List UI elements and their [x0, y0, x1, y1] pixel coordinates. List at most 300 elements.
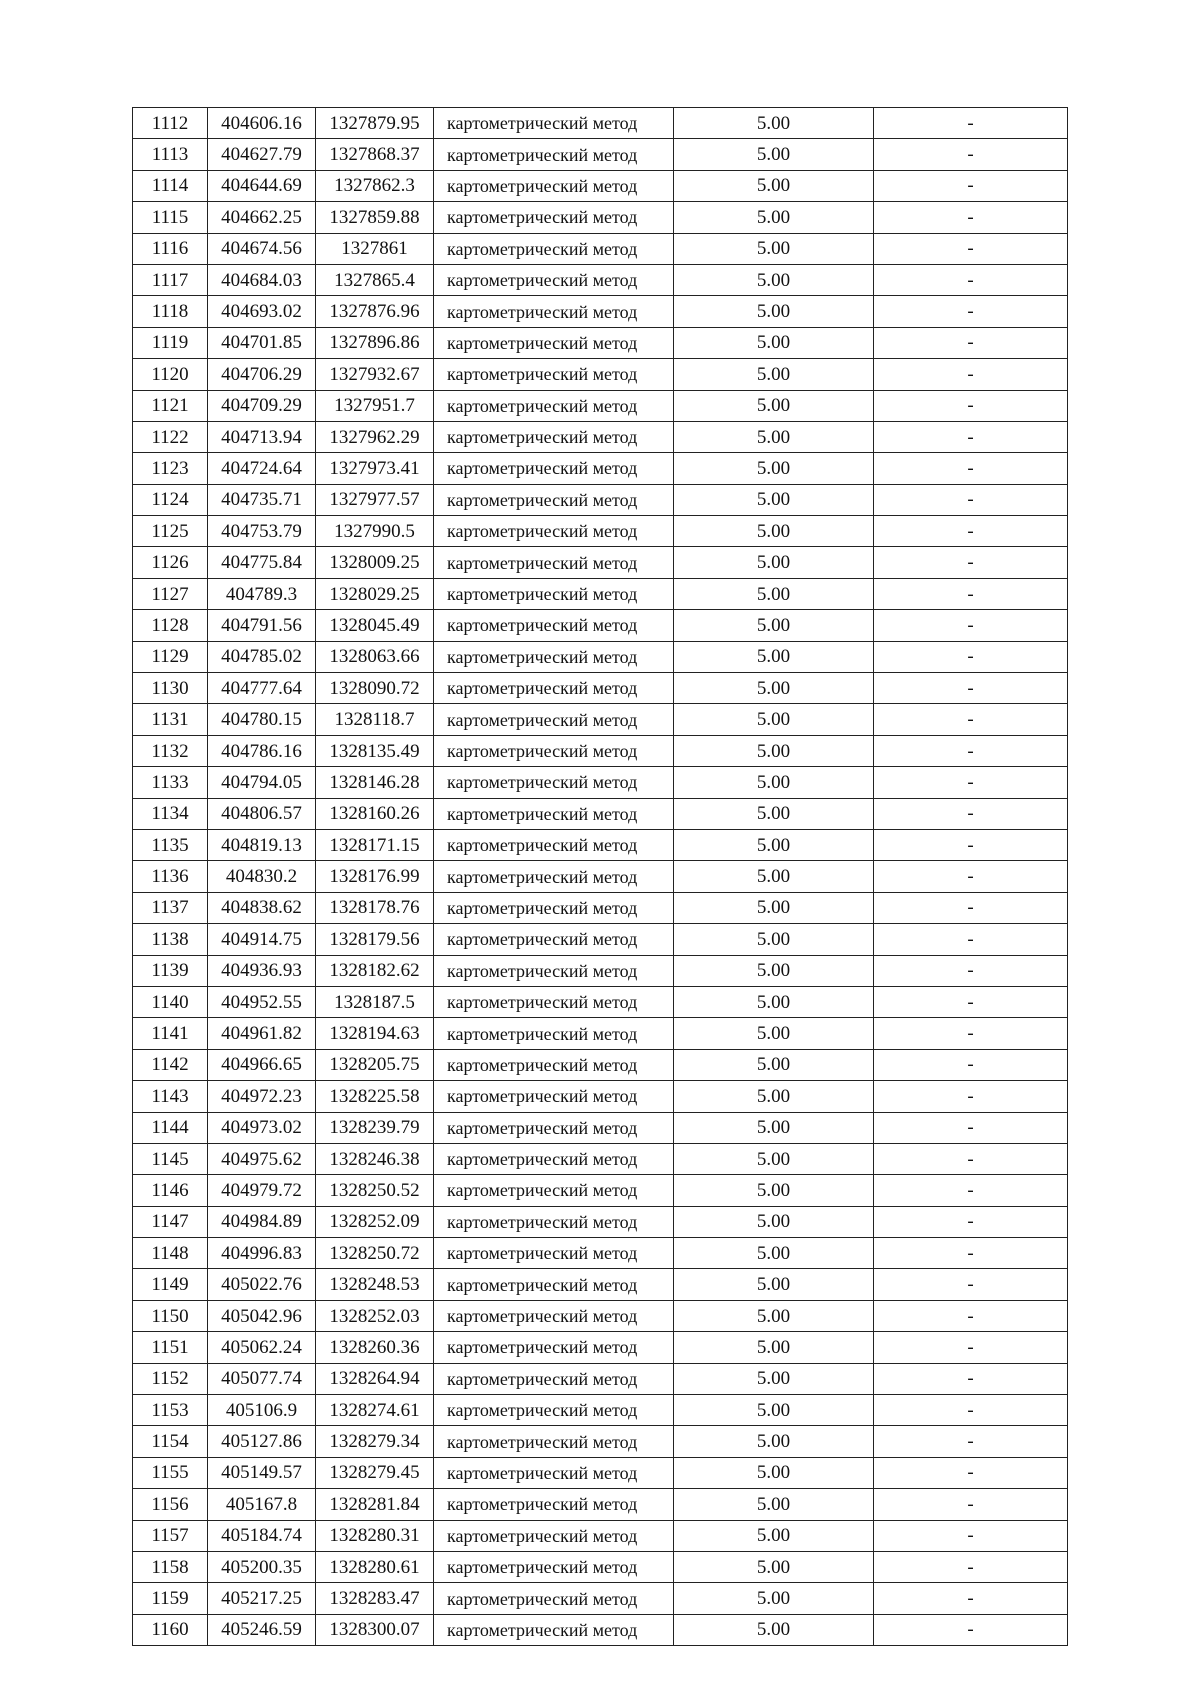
table-row	[133, 390, 1068, 421]
note-cell: -	[874, 892, 1068, 923]
note-cell: -	[874, 610, 1068, 641]
method-cell: картометрический метод	[434, 578, 674, 609]
x-coordinate-cell: 404709.29	[208, 390, 316, 421]
note-cell: -	[874, 1363, 1068, 1394]
point-number-cell: 1121	[133, 390, 208, 421]
accuracy-cell: 5.00	[674, 296, 874, 327]
accuracy-cell: 5.00	[674, 453, 874, 484]
y-coordinate-cell: 1327896.86	[316, 327, 434, 358]
x-coordinate-cell: 405127.86	[208, 1426, 316, 1457]
note-cell: -	[874, 1081, 1068, 1112]
accuracy-cell: 5.00	[674, 955, 874, 986]
accuracy-cell: 5.00	[674, 1457, 874, 1488]
y-coordinate-cell: 1328179.56	[316, 924, 434, 955]
y-coordinate-cell: 1328260.36	[316, 1332, 434, 1363]
table-row	[133, 673, 1068, 704]
method-cell: картометрический метод	[434, 1081, 674, 1112]
method-cell: картометрический метод	[434, 798, 674, 829]
point-number-cell: 1156	[133, 1489, 208, 1520]
x-coordinate-cell: 404819.13	[208, 829, 316, 860]
table-row	[133, 1206, 1068, 1237]
note-cell: -	[874, 390, 1068, 421]
point-number-cell: 1117	[133, 264, 208, 295]
point-number-cell: 1120	[133, 359, 208, 390]
y-coordinate-cell: 1328283.47	[316, 1583, 434, 1614]
table-row	[133, 955, 1068, 986]
table-row	[133, 829, 1068, 860]
note-cell: -	[874, 1049, 1068, 1080]
y-coordinate-cell: 1328281.84	[316, 1489, 434, 1520]
x-coordinate-cell: 405246.59	[208, 1614, 316, 1645]
point-number-cell: 1124	[133, 484, 208, 515]
y-coordinate-cell: 1327876.96	[316, 296, 434, 327]
x-coordinate-cell: 404838.62	[208, 892, 316, 923]
x-coordinate-cell: 404914.75	[208, 924, 316, 955]
y-coordinate-cell: 1328274.61	[316, 1395, 434, 1426]
table-row	[133, 359, 1068, 390]
y-coordinate-cell: 1328171.15	[316, 829, 434, 860]
table-row	[133, 1520, 1068, 1551]
accuracy-cell: 5.00	[674, 390, 874, 421]
x-coordinate-cell: 405217.25	[208, 1583, 316, 1614]
point-number-cell: 1116	[133, 233, 208, 264]
method-cell: картометрический метод	[434, 547, 674, 578]
x-coordinate-cell: 404984.89	[208, 1206, 316, 1237]
point-number-cell: 1139	[133, 955, 208, 986]
method-cell: картометрический метод	[434, 1143, 674, 1174]
accuracy-cell: 5.00	[674, 1395, 874, 1426]
point-number-cell: 1146	[133, 1175, 208, 1206]
x-coordinate-cell: 404961.82	[208, 1018, 316, 1049]
x-coordinate-cell: 404794.05	[208, 767, 316, 798]
method-cell: картометрический метод	[434, 610, 674, 641]
y-coordinate-cell: 1328176.99	[316, 861, 434, 892]
point-number-cell: 1147	[133, 1206, 208, 1237]
accuracy-cell: 5.00	[674, 327, 874, 358]
accuracy-cell: 5.00	[674, 1175, 874, 1206]
point-number-cell: 1128	[133, 610, 208, 641]
accuracy-cell: 5.00	[674, 1583, 874, 1614]
x-coordinate-cell: 405200.35	[208, 1551, 316, 1582]
x-coordinate-cell: 404684.03	[208, 264, 316, 295]
y-coordinate-cell: 1328279.45	[316, 1457, 434, 1488]
point-number-cell: 1131	[133, 704, 208, 735]
y-coordinate-cell: 1328252.03	[316, 1300, 434, 1331]
point-number-cell: 1115	[133, 202, 208, 233]
x-coordinate-cell: 405106.9	[208, 1395, 316, 1426]
note-cell: -	[874, 578, 1068, 609]
table-row	[133, 1112, 1068, 1143]
note-cell: -	[874, 1583, 1068, 1614]
point-number-cell: 1130	[133, 673, 208, 704]
method-cell: картометрический метод	[434, 829, 674, 860]
method-cell: картометрический метод	[434, 735, 674, 766]
x-coordinate-cell: 404936.93	[208, 955, 316, 986]
x-coordinate-cell: 404674.56	[208, 233, 316, 264]
y-coordinate-cell: 1328246.38	[316, 1143, 434, 1174]
x-coordinate-cell: 404606.16	[208, 108, 316, 139]
method-cell: картометрический метод	[434, 296, 674, 327]
x-coordinate-cell: 404713.94	[208, 421, 316, 452]
note-cell: -	[874, 704, 1068, 735]
y-coordinate-cell: 1327977.57	[316, 484, 434, 515]
x-coordinate-cell: 404693.02	[208, 296, 316, 327]
table-row	[133, 1143, 1068, 1174]
accuracy-cell: 5.00	[674, 516, 874, 547]
method-cell: картометрический метод	[434, 986, 674, 1017]
method-cell: картометрический метод	[434, 170, 674, 201]
x-coordinate-cell: 404806.57	[208, 798, 316, 829]
table-row	[133, 139, 1068, 170]
y-coordinate-cell: 1328280.31	[316, 1520, 434, 1551]
point-number-cell: 1144	[133, 1112, 208, 1143]
point-number-cell: 1140	[133, 986, 208, 1017]
table-row	[133, 1175, 1068, 1206]
y-coordinate-cell: 1328009.25	[316, 547, 434, 578]
accuracy-cell: 5.00	[674, 202, 874, 233]
y-coordinate-cell: 1327932.67	[316, 359, 434, 390]
table-row	[133, 641, 1068, 672]
accuracy-cell: 5.00	[674, 1081, 874, 1112]
x-coordinate-cell: 404791.56	[208, 610, 316, 641]
note-cell: -	[874, 484, 1068, 515]
x-coordinate-cell: 404627.79	[208, 139, 316, 170]
y-coordinate-cell: 1328250.72	[316, 1238, 434, 1269]
note-cell: -	[874, 767, 1068, 798]
x-coordinate-cell: 404972.23	[208, 1081, 316, 1112]
point-number-cell: 1129	[133, 641, 208, 672]
y-coordinate-cell: 1327861	[316, 233, 434, 264]
y-coordinate-cell: 1328090.72	[316, 673, 434, 704]
method-cell: картометрический метод	[434, 892, 674, 923]
table-row	[133, 798, 1068, 829]
accuracy-cell: 5.00	[674, 1551, 874, 1582]
point-number-cell: 1127	[133, 578, 208, 609]
point-number-cell: 1135	[133, 829, 208, 860]
accuracy-cell: 5.00	[674, 1614, 874, 1645]
note-cell: -	[874, 264, 1068, 295]
table-row	[133, 516, 1068, 547]
y-coordinate-cell: 1328194.63	[316, 1018, 434, 1049]
x-coordinate-cell: 404996.83	[208, 1238, 316, 1269]
x-coordinate-cell: 404775.84	[208, 547, 316, 578]
x-coordinate-cell: 404979.72	[208, 1175, 316, 1206]
point-number-cell: 1153	[133, 1395, 208, 1426]
point-number-cell: 1160	[133, 1614, 208, 1645]
table-row	[133, 986, 1068, 1017]
x-coordinate-cell: 404662.25	[208, 202, 316, 233]
y-coordinate-cell: 1327865.4	[316, 264, 434, 295]
table-row	[133, 1395, 1068, 1426]
note-cell: -	[874, 296, 1068, 327]
table-row	[133, 735, 1068, 766]
method-cell: картометрический метод	[434, 359, 674, 390]
method-cell: картометрический метод	[434, 1049, 674, 1080]
accuracy-cell: 5.00	[674, 484, 874, 515]
y-coordinate-cell: 1328135.49	[316, 735, 434, 766]
accuracy-cell: 5.00	[674, 1520, 874, 1551]
x-coordinate-cell: 405077.74	[208, 1363, 316, 1394]
method-cell: картометрический метод	[434, 327, 674, 358]
note-cell: -	[874, 798, 1068, 829]
note-cell: -	[874, 421, 1068, 452]
accuracy-cell: 5.00	[674, 1300, 874, 1331]
table-row	[133, 892, 1068, 923]
accuracy-cell: 5.00	[674, 233, 874, 264]
x-coordinate-cell: 404966.65	[208, 1049, 316, 1080]
note-cell: -	[874, 1614, 1068, 1645]
y-coordinate-cell: 1328045.49	[316, 610, 434, 641]
point-number-cell: 1142	[133, 1049, 208, 1080]
y-coordinate-cell: 1327862.3	[316, 170, 434, 201]
y-coordinate-cell: 1328264.94	[316, 1363, 434, 1394]
note-cell: -	[874, 1489, 1068, 1520]
x-coordinate-cell: 404753.79	[208, 516, 316, 547]
table-row	[133, 1269, 1068, 1300]
y-coordinate-cell: 1328252.09	[316, 1206, 434, 1237]
method-cell: картометрический метод	[434, 516, 674, 547]
note-cell: -	[874, 453, 1068, 484]
method-cell: картометрический метод	[434, 1112, 674, 1143]
point-number-cell: 1136	[133, 861, 208, 892]
accuracy-cell: 5.00	[674, 798, 874, 829]
accuracy-cell: 5.00	[674, 1363, 874, 1394]
note-cell: -	[874, 673, 1068, 704]
method-cell: картометрический метод	[434, 390, 674, 421]
accuracy-cell: 5.00	[674, 1489, 874, 1520]
x-coordinate-cell: 404701.85	[208, 327, 316, 358]
x-coordinate-cell: 404777.64	[208, 673, 316, 704]
coordinates-table-body	[133, 108, 1068, 1646]
accuracy-cell: 5.00	[674, 1112, 874, 1143]
y-coordinate-cell: 1328280.61	[316, 1551, 434, 1582]
accuracy-cell: 5.00	[674, 359, 874, 390]
x-coordinate-cell: 404789.3	[208, 578, 316, 609]
point-number-cell: 1123	[133, 453, 208, 484]
y-coordinate-cell: 1328118.7	[316, 704, 434, 735]
point-number-cell: 1154	[133, 1426, 208, 1457]
y-coordinate-cell: 1327973.41	[316, 453, 434, 484]
y-coordinate-cell: 1328160.26	[316, 798, 434, 829]
y-coordinate-cell: 1327990.5	[316, 516, 434, 547]
method-cell: картометрический метод	[434, 1269, 674, 1300]
y-coordinate-cell: 1328205.75	[316, 1049, 434, 1080]
method-cell: картометрический метод	[434, 1018, 674, 1049]
accuracy-cell: 5.00	[674, 767, 874, 798]
x-coordinate-cell: 405184.74	[208, 1520, 316, 1551]
method-cell: картометрический метод	[434, 108, 674, 139]
point-number-cell: 1137	[133, 892, 208, 923]
table-row	[133, 767, 1068, 798]
note-cell: -	[874, 139, 1068, 170]
accuracy-cell: 5.00	[674, 704, 874, 735]
table-row	[133, 1489, 1068, 1520]
table-row	[133, 421, 1068, 452]
note-cell: -	[874, 735, 1068, 766]
table-row	[133, 1457, 1068, 1488]
accuracy-cell: 5.00	[674, 547, 874, 578]
method-cell: картометрический метод	[434, 1489, 674, 1520]
method-cell: картометрический метод	[434, 1332, 674, 1363]
accuracy-cell: 5.00	[674, 986, 874, 1017]
note-cell: -	[874, 1332, 1068, 1363]
method-cell: картометрический метод	[434, 1457, 674, 1488]
method-cell: картометрический метод	[434, 1583, 674, 1614]
method-cell: картометрический метод	[434, 264, 674, 295]
table-row	[133, 484, 1068, 515]
table-row	[133, 1583, 1068, 1614]
accuracy-cell: 5.00	[674, 421, 874, 452]
method-cell: картометрический метод	[434, 139, 674, 170]
accuracy-cell: 5.00	[674, 735, 874, 766]
table-row	[133, 327, 1068, 358]
y-coordinate-cell: 1328300.07	[316, 1614, 434, 1645]
note-cell: -	[874, 547, 1068, 578]
method-cell: картометрический метод	[434, 1300, 674, 1331]
note-cell: -	[874, 327, 1068, 358]
note-cell: -	[874, 170, 1068, 201]
point-number-cell: 1145	[133, 1143, 208, 1174]
method-cell: картометрический метод	[434, 233, 674, 264]
point-number-cell: 1133	[133, 767, 208, 798]
accuracy-cell: 5.00	[674, 1143, 874, 1174]
y-coordinate-cell: 1328225.58	[316, 1081, 434, 1112]
note-cell: -	[874, 641, 1068, 672]
accuracy-cell: 5.00	[674, 673, 874, 704]
accuracy-cell: 5.00	[674, 641, 874, 672]
note-cell: -	[874, 1426, 1068, 1457]
point-number-cell: 1148	[133, 1238, 208, 1269]
x-coordinate-cell: 404952.55	[208, 986, 316, 1017]
point-number-cell: 1155	[133, 1457, 208, 1488]
method-cell: картометрический метод	[434, 955, 674, 986]
y-coordinate-cell: 1327962.29	[316, 421, 434, 452]
note-cell: -	[874, 1457, 1068, 1488]
x-coordinate-cell: 404644.69	[208, 170, 316, 201]
method-cell: картометрический метод	[434, 1614, 674, 1645]
point-number-cell: 1151	[133, 1332, 208, 1363]
accuracy-cell: 5.00	[674, 610, 874, 641]
point-number-cell: 1150	[133, 1300, 208, 1331]
y-coordinate-cell: 1328248.53	[316, 1269, 434, 1300]
method-cell: картометрический метод	[434, 861, 674, 892]
method-cell: картометрический метод	[434, 641, 674, 672]
note-cell: -	[874, 1112, 1068, 1143]
method-cell: картометрический метод	[434, 484, 674, 515]
table-row	[133, 296, 1068, 327]
note-cell: -	[874, 829, 1068, 860]
table-row	[133, 1018, 1068, 1049]
y-coordinate-cell: 1328279.34	[316, 1426, 434, 1457]
accuracy-cell: 5.00	[674, 139, 874, 170]
accuracy-cell: 5.00	[674, 108, 874, 139]
note-cell: -	[874, 202, 1068, 233]
table-row	[133, 1300, 1068, 1331]
accuracy-cell: 5.00	[674, 264, 874, 295]
table-row	[133, 1363, 1068, 1394]
accuracy-cell: 5.00	[674, 1238, 874, 1269]
table-row	[133, 453, 1068, 484]
accuracy-cell: 5.00	[674, 924, 874, 955]
method-cell: картометрический метод	[434, 673, 674, 704]
method-cell: картометрический метод	[434, 202, 674, 233]
table-row	[133, 1332, 1068, 1363]
method-cell: картометрический метод	[434, 1175, 674, 1206]
note-cell: -	[874, 1018, 1068, 1049]
point-number-cell: 1152	[133, 1363, 208, 1394]
x-coordinate-cell: 404706.29	[208, 359, 316, 390]
table-row	[133, 924, 1068, 955]
table-row	[133, 202, 1068, 233]
x-coordinate-cell: 404724.64	[208, 453, 316, 484]
x-coordinate-cell: 405062.24	[208, 1332, 316, 1363]
table-row	[133, 1614, 1068, 1645]
note-cell: -	[874, 1551, 1068, 1582]
note-cell: -	[874, 1143, 1068, 1174]
y-coordinate-cell: 1328178.76	[316, 892, 434, 923]
table-row	[133, 233, 1068, 264]
y-coordinate-cell: 1327951.7	[316, 390, 434, 421]
y-coordinate-cell: 1328239.79	[316, 1112, 434, 1143]
method-cell: картометрический метод	[434, 1426, 674, 1457]
point-number-cell: 1138	[133, 924, 208, 955]
accuracy-cell: 5.00	[674, 1018, 874, 1049]
x-coordinate-cell: 405042.96	[208, 1300, 316, 1331]
point-number-cell: 1114	[133, 170, 208, 201]
point-number-cell: 1126	[133, 547, 208, 578]
method-cell: картометрический метод	[434, 924, 674, 955]
method-cell: картометрический метод	[434, 453, 674, 484]
accuracy-cell: 5.00	[674, 1332, 874, 1363]
note-cell: -	[874, 359, 1068, 390]
y-coordinate-cell: 1328029.25	[316, 578, 434, 609]
note-cell: -	[874, 108, 1068, 139]
x-coordinate-cell: 405167.8	[208, 1489, 316, 1520]
note-cell: -	[874, 233, 1068, 264]
accuracy-cell: 5.00	[674, 1426, 874, 1457]
note-cell: -	[874, 986, 1068, 1017]
x-coordinate-cell: 405022.76	[208, 1269, 316, 1300]
y-coordinate-cell: 1327859.88	[316, 202, 434, 233]
accuracy-cell: 5.00	[674, 1269, 874, 1300]
accuracy-cell: 5.00	[674, 861, 874, 892]
table-row	[133, 547, 1068, 578]
y-coordinate-cell: 1328063.66	[316, 641, 434, 672]
point-number-cell: 1141	[133, 1018, 208, 1049]
point-number-cell: 1132	[133, 735, 208, 766]
note-cell: -	[874, 1269, 1068, 1300]
table-row	[133, 578, 1068, 609]
point-number-cell: 1112	[133, 108, 208, 139]
note-cell: -	[874, 1300, 1068, 1331]
table-row	[133, 1238, 1068, 1269]
point-number-cell: 1159	[133, 1583, 208, 1614]
point-number-cell: 1125	[133, 516, 208, 547]
x-coordinate-cell: 404780.15	[208, 704, 316, 735]
x-coordinate-cell: 404830.2	[208, 861, 316, 892]
method-cell: картометрический метод	[434, 1520, 674, 1551]
note-cell: -	[874, 1395, 1068, 1426]
y-coordinate-cell: 1327868.37	[316, 139, 434, 170]
point-number-cell: 1143	[133, 1081, 208, 1112]
x-coordinate-cell: 404785.02	[208, 641, 316, 672]
note-cell: -	[874, 1238, 1068, 1269]
table-row	[133, 1426, 1068, 1457]
x-coordinate-cell: 405149.57	[208, 1457, 316, 1488]
accuracy-cell: 5.00	[674, 578, 874, 609]
y-coordinate-cell: 1328182.62	[316, 955, 434, 986]
y-coordinate-cell: 1328250.52	[316, 1175, 434, 1206]
